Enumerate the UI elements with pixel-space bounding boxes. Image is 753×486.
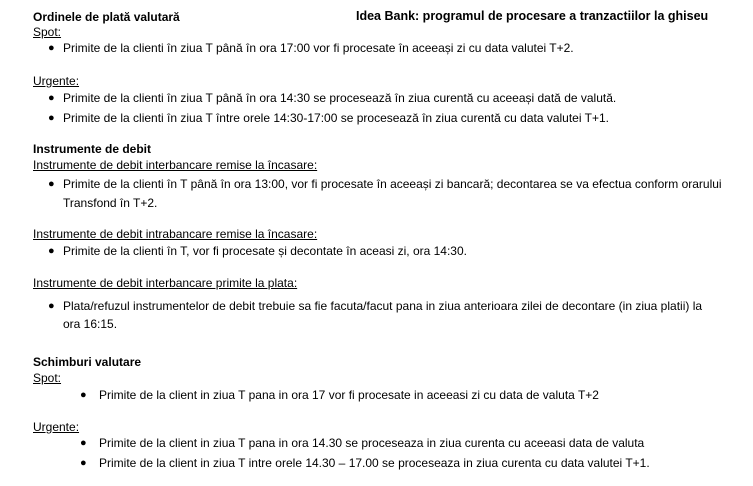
subheading-urgent: Urgente: [33, 420, 80, 434]
bullet-icon: ● [48, 92, 55, 104]
subheading-spot: Spot: [33, 371, 62, 385]
section-heading-fx: Schimburi valutare [33, 355, 142, 369]
bullet-icon: ● [48, 178, 55, 190]
list-item: Primite de la client in ziua T intre orele 14.30 – 17.00 se proceseaza in ziua curenta cu data valutei T+1. [99, 456, 650, 470]
bullet-icon: ● [80, 389, 87, 401]
bullet-icon: ● [80, 437, 87, 449]
section-heading-payment-orders: Ordinele de plată valutară [33, 10, 180, 24]
bullet-icon: ● [80, 457, 87, 469]
subheading-interbank-collection: Instrumente de debit interbancare remise la încasare: [33, 158, 318, 172]
section-heading-debit-instruments: Instrumente de debit [33, 142, 152, 156]
list-item: Primite de la clienti în ziua T până în ora 17:00 vor fi procesate în aceeași zi cu data valutei T+2. [63, 41, 574, 55]
list-item-line: Primite de la clienti în T până în ora 13:00, vor fi procesate în aceeași zi bancară; decontarea se va efectua conform orarului [63, 177, 722, 191]
bullet-icon: ● [48, 245, 55, 257]
subheading-spot: Spot: [33, 25, 62, 39]
bullet-icon: ● [48, 300, 55, 312]
list-item: Primite de la client in ziua T pana in ora 17 vor fi procesate in aceeasi zi cu data de valuta T+2 [99, 388, 599, 402]
document-title: Idea Bank: programul de procesare a tranzactiilor la ghiseu [356, 9, 709, 23]
list-item: Primite de la client in ziua T pana in ora 14.30 se proceseaza in ziua curenta cu aceeasi data de valuta [99, 436, 645, 450]
subheading-intrabank-collection: Instrumente de debit intrabancare remise la încasare: [33, 227, 318, 241]
subheading-interbank-payment: Instrumente de debit interbancare primite la plata: [33, 276, 298, 290]
bullet-icon: ● [48, 112, 55, 124]
list-item: Primite de la clienti în T, vor fi procesate și decontate în aceasi zi, ora 14:30. [63, 244, 467, 258]
list-item: Primite de la clienti în ziua T între orele 14:30-17:00 se procesează în ziua curentă cu data valutei T+1. [63, 111, 609, 125]
list-item: Primite de la clienti în ziua T până în ora 14:30 se procesează în ziua curentă cu aceeași dată de valută. [63, 91, 617, 105]
bullet-icon: ● [48, 42, 55, 54]
list-item-line: ora 16:15. [63, 317, 118, 331]
list-item-line: Transfond în T+2. [63, 196, 158, 210]
list-item-line: Plata/refuzul instrumentelor de debit trebuie sa fie facuta/facut pana in ziua anterioara zilei de decontare (in ziua platii) la [63, 299, 703, 313]
subheading-urgent: Urgente: [33, 74, 80, 88]
